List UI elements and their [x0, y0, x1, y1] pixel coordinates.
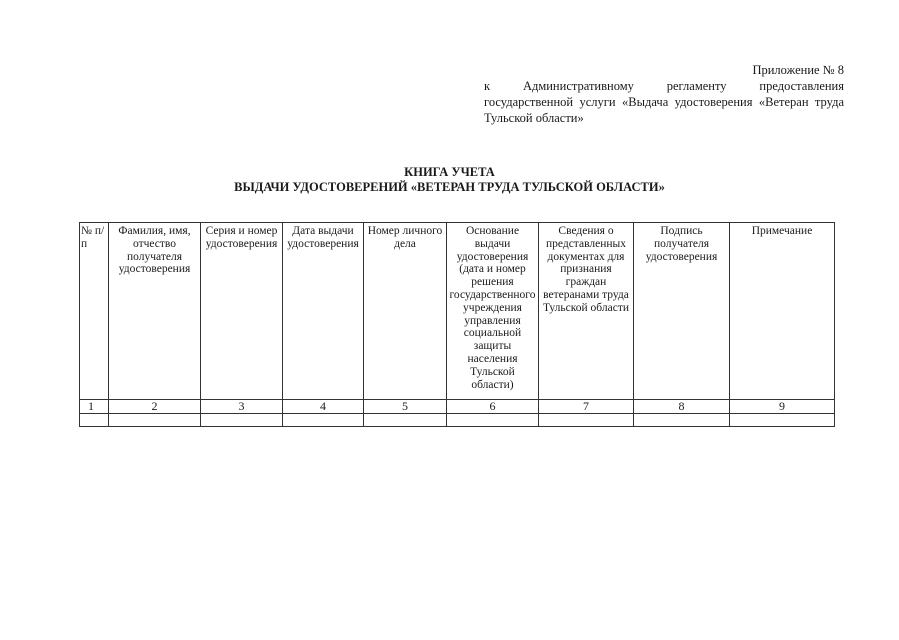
column-number: 1	[80, 400, 109, 414]
header-cell-documents: Сведения о представленных документах для признания граждан ветеранами труда Тульской области	[539, 223, 634, 400]
column-number: 3	[201, 400, 283, 414]
header-cell-number: № п/п	[80, 223, 109, 400]
appendix-text: к Административному регламенту предоставления государственной услуги «Выдача удостоверения «Ветеран труда Тульской области»	[484, 79, 844, 125]
empty-data-row	[80, 414, 835, 427]
empty-cell	[80, 414, 109, 427]
column-number: 9	[730, 400, 835, 414]
column-number: 6	[447, 400, 539, 414]
empty-cell	[201, 414, 283, 427]
ledger-table	[79, 222, 835, 427]
empty-cell	[447, 414, 539, 427]
column-number: 5	[364, 400, 447, 414]
header-cell-fio: Фамилия, имя, отчество получателя удостоверения	[109, 223, 201, 400]
column-number: 7	[539, 400, 634, 414]
header-cell-file-number: Номер личного дела	[364, 223, 447, 400]
title-line-2: ВЫДАЧИ УДОСТОВЕРЕНИЙ «ВЕТЕРАН ТРУДА ТУЛЬСКОЙ ОБЛАСТИ»	[234, 180, 665, 194]
column-number: 8	[634, 400, 730, 414]
header-cell-basis: Основание выдачи удостоверения (дата и номер решения государственного учреждения управления социальной защиты населения Тульской области)	[447, 223, 539, 400]
appendix-block	[484, 62, 844, 126]
appendix-number: Приложение № 8	[752, 63, 844, 77]
document-title	[0, 165, 899, 195]
empty-cell	[109, 414, 201, 427]
empty-cell	[634, 414, 730, 427]
column-number: 2	[109, 400, 201, 414]
column-number-row	[80, 400, 835, 414]
empty-cell	[364, 414, 447, 427]
empty-cell	[539, 414, 634, 427]
header-cell-note: Примечание	[730, 223, 835, 400]
title-line-1: КНИГА УЧЕТА	[404, 165, 495, 179]
header-cell-series: Серия и номер удостоверения	[201, 223, 283, 400]
column-number: 4	[283, 400, 364, 414]
header-cell-signature: Подпись получателя удостоверения	[634, 223, 730, 400]
header-cell-date: Дата выдачи удостоверения	[283, 223, 364, 400]
header-row	[80, 223, 835, 400]
empty-cell	[730, 414, 835, 427]
empty-cell	[283, 414, 364, 427]
